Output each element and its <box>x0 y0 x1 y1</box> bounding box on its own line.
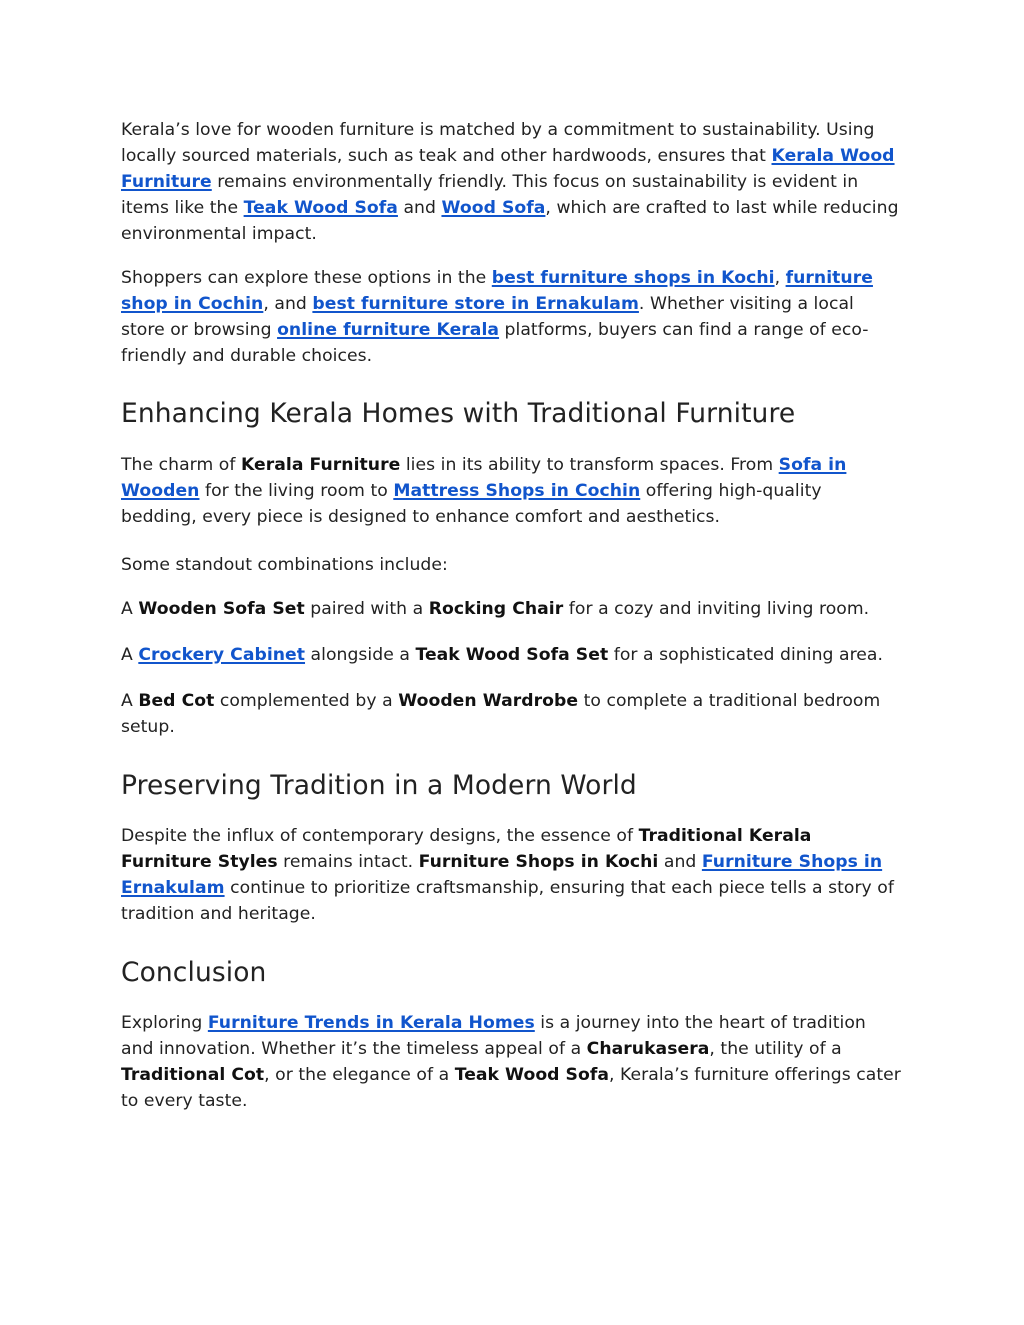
link-kerala-wood-furniture[interactable]: Kerala Wood Furniture <box>121 146 895 192</box>
link-furniture-trends-kerala-homes[interactable]: Furniture Trends in Kerala Homes <box>207 1013 535 1033</box>
text-run: Shoppers can explore these options in the <box>121 268 492 288</box>
text-run: Exploring <box>121 1013 208 1033</box>
link-furniture-shops-ernakulam[interactable]: Furniture Shops in Ernakulam <box>121 852 883 898</box>
text-run: , Kerala’s furniture offerings cater to every taste. <box>121 1065 901 1111</box>
document-page <box>121 117 901 1114</box>
link-teak-wood-sofa[interactable]: Teak Wood Sofa <box>243 198 398 218</box>
link-best-furniture-store-ernakulam[interactable]: best furniture store in Ernakulam <box>312 294 639 314</box>
paragraph-standout-combinations: Some standout combinations include: <box>121 555 448 575</box>
paragraph-shoppers <box>121 265 901 369</box>
combination-item-1 <box>121 596 901 622</box>
text-run: complemented by a <box>214 691 399 711</box>
text-run: continue to prioritize craftsmanship, ensuring that each piece tells a story of tradition and heritage. <box>121 878 894 924</box>
bold-charukasera: Charukasera <box>586 1039 710 1059</box>
link-mattress-shops-cochin[interactable]: Mattress Shops in Cochin <box>393 481 641 501</box>
text-run: remains environmentally friendly. This focus on sustainability is evident in items like the <box>121 172 859 218</box>
text-run: for a cozy and inviting living room. <box>563 599 870 619</box>
heading-conclusion: Conclusion <box>121 957 267 988</box>
text-run: platforms, buyers can find a range of eco-friendly and durable choices. <box>121 320 869 366</box>
text-run: remains intact. <box>277 852 419 872</box>
link-best-furniture-shops-kochi[interactable]: best furniture shops in Kochi <box>491 268 775 288</box>
combination-item-2 <box>121 642 901 668</box>
link-furniture-shop-cochin[interactable]: furniture shop in Cochin <box>121 268 873 314</box>
bold-teak-wood-sofa-set: Teak Wood Sofa Set <box>415 645 609 665</box>
text-run: , which are crafted to last while reducing environmental impact. <box>121 198 899 244</box>
text-run: A <box>121 599 139 619</box>
link-online-furniture-kerala[interactable]: online furniture Kerala <box>277 320 500 340</box>
text-run: The charm of <box>121 455 241 475</box>
bold-wooden-sofa-set: Wooden Sofa Set <box>138 599 305 619</box>
heading-enhancing-kerala-homes: Enhancing Kerala Homes with Traditional Furniture <box>121 398 796 429</box>
text-run: Kerala’s love for wooden furniture is matched by a commitment to sustainability. Using locally sourced materials, such as teak and other hardwoods, ensures that <box>121 120 875 166</box>
bold-furniture-shops-kochi: Furniture Shops in Kochi <box>418 852 659 872</box>
combination-item-3 <box>121 688 901 740</box>
text-run: for the living room to <box>199 481 394 501</box>
paragraph-despite-influx <box>121 823 901 927</box>
text-run: A <box>121 645 139 665</box>
text-run: to complete a traditional bedroom setup. <box>121 691 881 737</box>
heading-preserving-tradition: Preserving Tradition in a Modern World <box>121 770 637 801</box>
text-run: alongside a <box>305 645 416 665</box>
bold-teak-wood-sofa: Teak Wood Sofa <box>454 1065 610 1085</box>
link-wood-sofa[interactable]: Wood Sofa <box>441 198 546 218</box>
text-run: , the utility of a <box>709 1039 842 1059</box>
text-run: for a sophisticated dining area. <box>608 645 884 665</box>
link-sofa-in-wooden[interactable]: Sofa in Wooden <box>121 455 847 501</box>
paragraph-charm <box>121 452 901 530</box>
bold-traditional-cot: Traditional Cot <box>121 1065 265 1085</box>
text-run: Despite the influx of contemporary designs, the essence of <box>121 826 639 846</box>
text-run: offering high-quality bedding, every piece is designed to enhance comfort and aesthetics. <box>121 481 822 527</box>
paragraph-conclusion <box>121 1010 901 1114</box>
text-run: lies in its ability to transform spaces. From <box>400 455 779 475</box>
text-run: A <box>121 691 139 711</box>
bold-rocking-chair: Rocking Chair <box>428 599 564 619</box>
text-run: , or the elegance of a <box>264 1065 455 1085</box>
bold-traditional-kerala-furniture-styles: Traditional Kerala Furniture Styles <box>121 826 812 872</box>
bold-kerala-furniture: Kerala Furniture <box>240 455 401 475</box>
bold-wooden-wardrobe: Wooden Wardrobe <box>398 691 579 711</box>
text-run: . Whether visiting a local store or browsing <box>121 294 854 340</box>
text-run: , and <box>263 294 313 314</box>
text-run: is a journey into the heart of tradition and innovation. Whether it’s the timeless appeal of a <box>121 1013 866 1059</box>
bold-bed-cot: Bed Cot <box>138 691 215 711</box>
paragraph-sustainability <box>121 117 901 247</box>
text-run: paired with a <box>304 599 429 619</box>
link-crockery-cabinet[interactable]: Crockery Cabinet <box>138 645 306 665</box>
text-run: and <box>658 852 702 872</box>
text-run: , <box>774 268 786 288</box>
text-run: and <box>397 198 442 218</box>
